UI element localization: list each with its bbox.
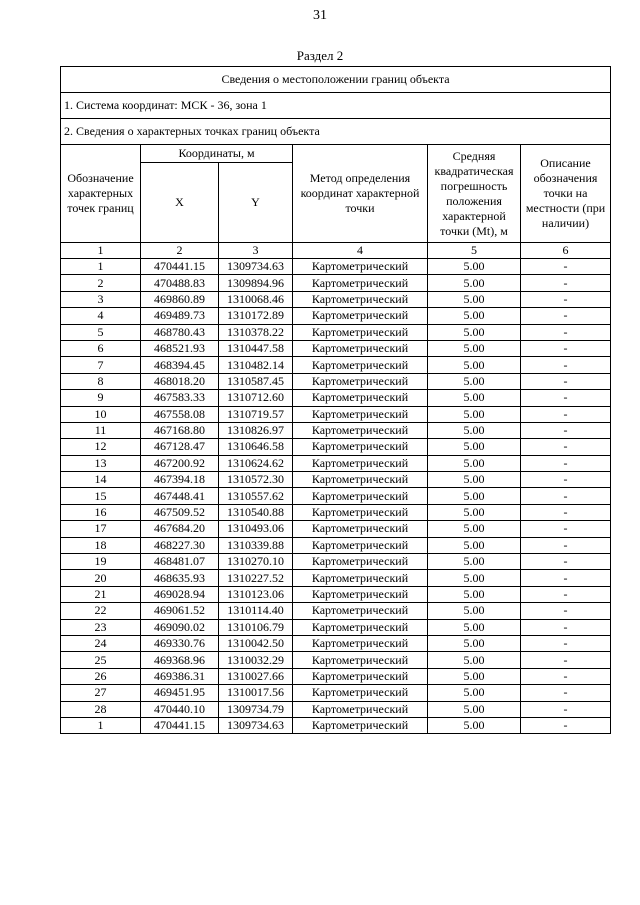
method: Картометрический	[293, 685, 428, 701]
coord-x: 470488.83	[141, 275, 219, 291]
coord-x: 467558.08	[141, 406, 219, 422]
error: 5.00	[428, 603, 521, 619]
description: -	[521, 472, 611, 488]
coord-x: 468394.45	[141, 357, 219, 373]
description: -	[521, 390, 611, 406]
error: 5.00	[428, 537, 521, 553]
error: 5.00	[428, 357, 521, 373]
point-number: 1	[61, 259, 141, 275]
point-number: 5	[61, 324, 141, 340]
column-number: 2	[141, 243, 219, 259]
method: Картометрический	[293, 586, 428, 602]
point-number: 26	[61, 668, 141, 684]
header-y: Y	[219, 163, 293, 243]
point-number: 21	[61, 586, 141, 602]
table-row	[61, 455, 611, 471]
point-number: 2	[61, 275, 141, 291]
coord-y: 1310646.58	[219, 439, 293, 455]
coord-x: 467168.80	[141, 422, 219, 438]
description: -	[521, 586, 611, 602]
error: 5.00	[428, 685, 521, 701]
method: Картометрический	[293, 422, 428, 438]
point-number: 19	[61, 554, 141, 570]
method: Картометрический	[293, 259, 428, 275]
coord-x: 469860.89	[141, 291, 219, 307]
coord-y: 1310482.14	[219, 357, 293, 373]
method: Картометрический	[293, 406, 428, 422]
method: Картометрический	[293, 652, 428, 668]
description: -	[521, 275, 611, 291]
table-row	[61, 668, 611, 684]
method: Картометрический	[293, 390, 428, 406]
table-row	[61, 259, 611, 275]
point-number: 27	[61, 685, 141, 701]
method: Картометрический	[293, 521, 428, 537]
table-row	[61, 357, 611, 373]
coord-x: 469090.02	[141, 619, 219, 635]
method: Картометрический	[293, 373, 428, 389]
coord-x: 470440.10	[141, 701, 219, 717]
coord-y: 1309734.63	[219, 717, 293, 733]
description: -	[521, 701, 611, 717]
error: 5.00	[428, 455, 521, 471]
coord-y: 1310826.97	[219, 422, 293, 438]
header-coordinates: Координаты, м	[141, 145, 293, 163]
error: 5.00	[428, 259, 521, 275]
coord-x: 468521.93	[141, 340, 219, 356]
method: Картометрический	[293, 357, 428, 373]
column-number: 5	[428, 243, 521, 259]
method: Картометрический	[293, 717, 428, 733]
coord-x: 468780.43	[141, 324, 219, 340]
error: 5.00	[428, 390, 521, 406]
point-number: 3	[61, 291, 141, 307]
table-row	[61, 308, 611, 324]
point-number: 20	[61, 570, 141, 586]
coord-x: 469368.96	[141, 652, 219, 668]
table-row	[61, 521, 611, 537]
description: -	[521, 603, 611, 619]
table-row	[61, 717, 611, 733]
point-number: 25	[61, 652, 141, 668]
table-row	[61, 570, 611, 586]
description: -	[521, 406, 611, 422]
coord-y: 1310270.10	[219, 554, 293, 570]
point-number: 8	[61, 373, 141, 389]
table-title: Сведения о местоположении границ объекта	[61, 67, 611, 93]
coord-y: 1309894.96	[219, 275, 293, 291]
point-number: 18	[61, 537, 141, 553]
method: Картометрический	[293, 455, 428, 471]
header-point-designation: Обозначение характерных точек границ	[61, 145, 141, 243]
coord-y: 1310493.06	[219, 521, 293, 537]
description: -	[521, 455, 611, 471]
point-number: 15	[61, 488, 141, 504]
error: 5.00	[428, 586, 521, 602]
coord-x: 467448.41	[141, 488, 219, 504]
coord-y: 1310106.79	[219, 619, 293, 635]
point-number: 11	[61, 422, 141, 438]
table-row	[61, 390, 611, 406]
method: Картометрический	[293, 668, 428, 684]
coord-x: 467684.20	[141, 521, 219, 537]
method: Картометрический	[293, 570, 428, 586]
method: Картометрический	[293, 275, 428, 291]
coord-y: 1310172.89	[219, 308, 293, 324]
table-row	[61, 554, 611, 570]
coord-y: 1310572.30	[219, 472, 293, 488]
coord-x: 468481.07	[141, 554, 219, 570]
point-number: 22	[61, 603, 141, 619]
error: 5.00	[428, 554, 521, 570]
coord-y: 1310123.06	[219, 586, 293, 602]
method: Картометрический	[293, 619, 428, 635]
error: 5.00	[428, 635, 521, 651]
description: -	[521, 504, 611, 520]
point-number: 12	[61, 439, 141, 455]
column-number: 6	[521, 243, 611, 259]
coord-x: 470441.15	[141, 259, 219, 275]
coord-y: 1310114.40	[219, 603, 293, 619]
method: Картометрический	[293, 308, 428, 324]
description: -	[521, 357, 611, 373]
coord-x: 468227.30	[141, 537, 219, 553]
header-x: X	[141, 163, 219, 243]
table-row	[61, 685, 611, 701]
coord-y: 1310378.22	[219, 324, 293, 340]
table-row	[61, 635, 611, 651]
column-number: 4	[293, 243, 428, 259]
method: Картометрический	[293, 472, 428, 488]
error: 5.00	[428, 488, 521, 504]
coord-y: 1310027.66	[219, 668, 293, 684]
coord-y: 1310719.57	[219, 406, 293, 422]
table-row	[61, 504, 611, 520]
description: -	[521, 668, 611, 684]
description: -	[521, 635, 611, 651]
coord-y: 1310227.52	[219, 570, 293, 586]
coord-x: 469061.52	[141, 603, 219, 619]
point-number: 10	[61, 406, 141, 422]
description: -	[521, 259, 611, 275]
table-row	[61, 373, 611, 389]
table-row	[61, 291, 611, 307]
error: 5.00	[428, 652, 521, 668]
method: Картометрический	[293, 324, 428, 340]
point-number: 9	[61, 390, 141, 406]
table-row	[61, 275, 611, 291]
description: -	[521, 619, 611, 635]
error: 5.00	[428, 324, 521, 340]
table-row	[61, 603, 611, 619]
error: 5.00	[428, 406, 521, 422]
error: 5.00	[428, 291, 521, 307]
column-number: 3	[219, 243, 293, 259]
coord-y: 1310624.62	[219, 455, 293, 471]
table-row	[61, 701, 611, 717]
coord-y: 1310032.29	[219, 652, 293, 668]
coord-x: 468018.20	[141, 373, 219, 389]
table-row	[61, 422, 611, 438]
point-number: 1	[61, 717, 141, 733]
error: 5.00	[428, 570, 521, 586]
error: 5.00	[428, 504, 521, 520]
coord-y: 1310447.58	[219, 340, 293, 356]
method: Картометрический	[293, 291, 428, 307]
description: -	[521, 554, 611, 570]
description: -	[521, 422, 611, 438]
point-number: 23	[61, 619, 141, 635]
description: -	[521, 308, 611, 324]
coord-x: 469330.76	[141, 635, 219, 651]
error: 5.00	[428, 373, 521, 389]
point-number: 7	[61, 357, 141, 373]
coord-y: 1310017.56	[219, 685, 293, 701]
section-title: Раздел 2	[296, 48, 344, 63]
description: -	[521, 324, 611, 340]
error: 5.00	[428, 472, 521, 488]
points-heading: 2. Сведения о характерных точках границ объекта	[61, 119, 611, 145]
error: 5.00	[428, 340, 521, 356]
table-row	[61, 619, 611, 635]
point-number: 17	[61, 521, 141, 537]
coord-y: 1309734.63	[219, 259, 293, 275]
method: Картометрический	[293, 537, 428, 553]
description: -	[521, 652, 611, 668]
description: -	[521, 717, 611, 733]
method: Картометрический	[293, 635, 428, 651]
column-numbers-row	[61, 243, 611, 259]
boundary-points-table	[60, 66, 611, 734]
table-row	[61, 652, 611, 668]
coord-x: 467509.52	[141, 504, 219, 520]
description: -	[521, 340, 611, 356]
error: 5.00	[428, 717, 521, 733]
point-number: 16	[61, 504, 141, 520]
description: -	[521, 521, 611, 537]
table-row	[61, 324, 611, 340]
coordinate-system: 1. Система координат: МСК - 36, зона 1	[61, 93, 611, 119]
coord-y: 1310587.45	[219, 373, 293, 389]
coord-y: 1310339.88	[219, 537, 293, 553]
method: Картометрический	[293, 439, 428, 455]
coord-x: 469451.95	[141, 685, 219, 701]
point-number: 13	[61, 455, 141, 471]
description: -	[521, 537, 611, 553]
description: -	[521, 570, 611, 586]
column-number: 1	[61, 243, 141, 259]
method: Картометрический	[293, 504, 428, 520]
coord-x: 467583.33	[141, 390, 219, 406]
error: 5.00	[428, 422, 521, 438]
error: 5.00	[428, 701, 521, 717]
method: Картометрический	[293, 554, 428, 570]
coord-y: 1309734.79	[219, 701, 293, 717]
table-row	[61, 340, 611, 356]
method: Картометрический	[293, 340, 428, 356]
description: -	[521, 291, 611, 307]
header-error: Средняя квадратическая погрешность положения характерной точки (Mt), м	[428, 145, 521, 243]
coord-y: 1310712.60	[219, 390, 293, 406]
table-row	[61, 472, 611, 488]
point-number: 28	[61, 701, 141, 717]
method: Картометрический	[293, 603, 428, 619]
page-number: 31	[313, 8, 327, 23]
method: Картометрический	[293, 701, 428, 717]
error: 5.00	[428, 308, 521, 324]
point-number: 4	[61, 308, 141, 324]
coord-x: 467394.18	[141, 472, 219, 488]
header-description: Описание обозначения точки на местности (при наличии)	[521, 145, 611, 243]
point-number: 6	[61, 340, 141, 356]
table-row	[61, 537, 611, 553]
coord-y: 1310557.62	[219, 488, 293, 504]
error: 5.00	[428, 439, 521, 455]
header-method: Метод определения координат характерной точки	[293, 145, 428, 243]
point-number: 24	[61, 635, 141, 651]
coord-y: 1310068.46	[219, 291, 293, 307]
table-row	[61, 488, 611, 504]
coord-x: 469028.94	[141, 586, 219, 602]
coord-x: 468635.93	[141, 570, 219, 586]
table-row	[61, 439, 611, 455]
coord-y: 1310042.50	[219, 635, 293, 651]
table-row	[61, 586, 611, 602]
coord-x: 467128.47	[141, 439, 219, 455]
table-row	[61, 406, 611, 422]
coord-x: 470441.15	[141, 717, 219, 733]
description: -	[521, 488, 611, 504]
error: 5.00	[428, 521, 521, 537]
description: -	[521, 439, 611, 455]
point-number: 14	[61, 472, 141, 488]
error: 5.00	[428, 275, 521, 291]
coord-x: 469489.73	[141, 308, 219, 324]
coord-x: 467200.92	[141, 455, 219, 471]
coord-x: 469386.31	[141, 668, 219, 684]
error: 5.00	[428, 619, 521, 635]
description: -	[521, 685, 611, 701]
method: Картометрический	[293, 488, 428, 504]
error: 5.00	[428, 668, 521, 684]
description: -	[521, 373, 611, 389]
coord-y: 1310540.88	[219, 504, 293, 520]
